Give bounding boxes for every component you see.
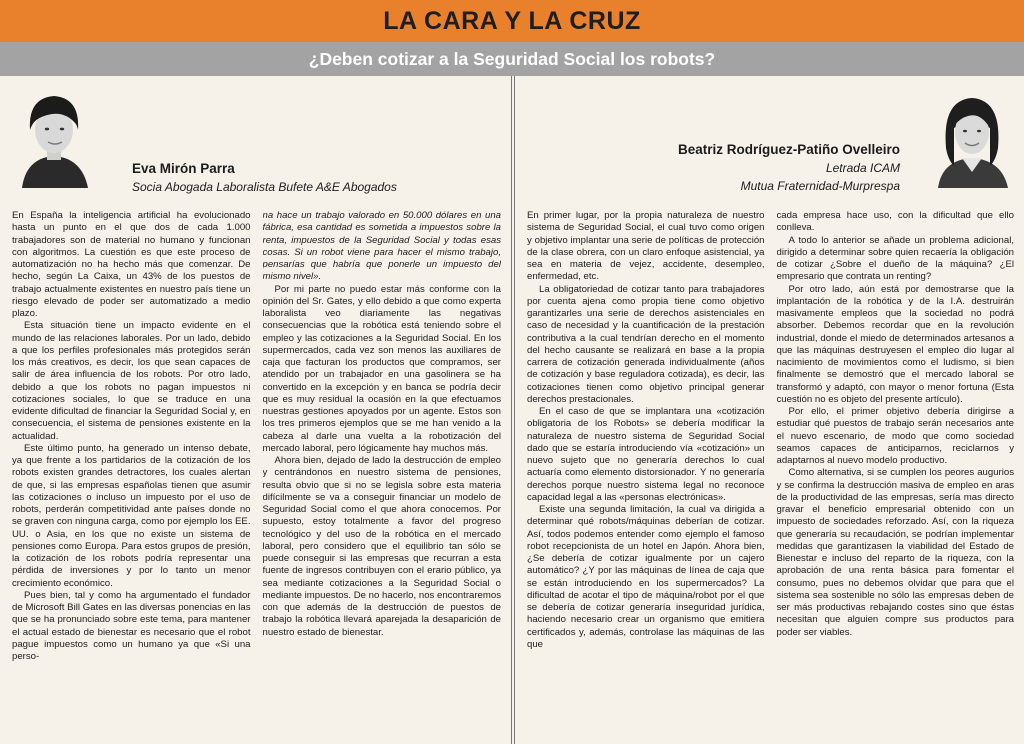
article-columns-left [12,210,501,740]
paragraph: Pues bien, tal y como ha argumentado el fundador de Microsoft Bill Gates en las diversas ponencias en las que se ha pronunciado sobre este tema, para mantener el actual estado de bienestar es necesario que el robot pague impuestos como un humano ya que «Si una perso- [12,589,251,662]
author-role-right-2: Mutua Fraternidad-Murprespa [740,179,900,193]
paragraph: Existe una segunda limitación, la cual va dirigida a determinar qué robots/máquinas deberían de cotizar. Así, todos podemos entender como ejemplo el famoso robot recepcionista de un hotel en Japón. Ahora bien, ¿Se debería de cotizar igualmente por un cajero automático? ¿Y por las máquinas de línea de caja que se están introduciendo en los supermercados? La dificultad de acotar el tipo de máquina/robot por el que se debería de cotizar generaría inseguridad jurídica, haciendo necesario crear un organismo que emitiera certificados y, además, controlase las máquinas de las que [527,504,765,650]
paragraph: Esta situación tiene un impacto evidente en el mundo de las relaciones laborales. Por un lado, debido a que los perfiles profesionales más protegidos serán los más creativos, es decir, los que sean capaces de salir de área influencia de los robots. Por otro lado, debido a que los robots no pagan impuestos ni cotizaciones sociales, lo que se traduce en una evidente dificultad de financiar la Seguridad Social y, en consecuencia, el sistema de pensiones existente en la actualidad. [12,320,251,442]
paragraph: A todo lo anterior se añade un problema adicional, dirigido a determinar sobre quien recaería la obligación de cotizar ¿Sobre el dueño de la máquina? ¿El empresario que contrata un renting? [776,234,1014,283]
paragraph: cada empresa hace uso, con la dificultad que ello conlleva. [776,210,1014,234]
author-photo-right [932,88,1012,188]
question-bar [0,42,1024,76]
left-opinion-panel [0,76,512,744]
paragraph: Por otro lado, aún está por demostrarse que la implantación de la robótica y de la I.A. destruirán masivamente empleos que la sociedad no podrá absorber. Debemos recordar que en la revolución industrial, donde el miedo de determinados artesanos a que las máquinas destruyesen el empleo dio lugar al nacimiento de movimientos como el ludismo, si bien finalmente se demostró que el mercado laboral se transformó y adaptó, con mayor o menor fortuna (Esta cuestión no es objeto del presente artículo). [776,283,1014,405]
paragraph: Por mi parte no puedo estar más conforme con la opinión del Sr. Gates, y ello debido a que como experta laboralista veo diariamente las negativas consecuencias que la robótica está teniendo sobre el empleo y las cotizaciones a la Seguridad Social. En los supermercados, cada vez son menos las auxiliares de caja que facturan los productos que compramos, ser atendido por un trabajador en una gasolinera se ha convertido en la excepción y en banca se podría decir que es muy residual la ocasión en la que efectuamos nuestras gestiones apoyados por un agente. Estos son los tres primeros ejemplos que se me han venido a la cabeza al darle una vuelta a la robotización del mercado laboral, pero lógicamente hay muchos más. [262,283,501,454]
article-column [12,210,251,740]
author-photo-left [14,88,94,188]
right-opinion-panel [514,76,1024,744]
article-column [777,210,1015,740]
author-role-right-1: Letrada ICAM [825,161,900,175]
paragraph: En primer lugar, por la propia naturaleza de nuestro sistema de Seguridad Social, el cual tuvo como origen y objetivo implantar una serie de políticas de protección de la clase obrera, con un claro enfoque asistencial, ya sea en materia de vejez, accidente, desempleo, enfermedad, etc. [527,210,765,283]
article-column [527,210,765,740]
paragraph: En España la inteligencia artificial ha evolucionado hasta un punto en el que dos de cada 1.000 trabajadores son de material no humano y funcionan con algoritmos. La cuestión es que este proceso de automatización no ha hecho más que comenzar. De hecho, según La Caixa, un 43% de los puestos de trabajo actualmente existentes en nuestro país tiene un riesgo elevado de poder ser automatizado a medio plazo. [12,210,251,319]
article-column [263,210,502,740]
quote-paragraph: na hace un trabajo valorado en 50.000 dólares en una fábrica, esa cantidad es sometida a impuestos sobre la renta, impuestos de la Seguridad Social y todas esas cosas. Si un robot viene para hacer el mismo trabajo, pensarías que habría que ponerle un impuesto del mismo nivel». [262,210,501,283]
author-name-right: Beatriz Rodríguez-Patiño Ovelleiro [677,142,900,157]
paragraph: Como alternativa, si se cumplen los peores augurios y se confirma la destrucción masiva de empleo en aras de la productividad de las empresas, sería mas directo gravar el beneficio empresarial obtenido con un impuesto de sociedades reforzado. Así, con la riqueza que generaría su recaudación, se podrían implementar medidas que garantizasen la viabilidad del Estado de Bienestar e incluso del reparto de la riqueza, con la aprobación de una renta básica para fomentar el consumo, pues no debemos olvidar que para que el sistema sea sostenible no sólo las empresas deben de ser más productivas rebajando costes sino que éstas necesitan que alguien compre sus productos para poder ser viables. [776,467,1014,638]
author-block-left [132,160,397,196]
author-block-right [678,141,900,195]
paragraph: En el caso de que se implantara una «cotización obligatoria de los Robots» se debería modificar la naturaleza de nuestro sistema de Seguridad Social dado que se estaría introduciendo vía «cotización» un nuevo sujeto que no generaría derechos lo cual actuaría como elemento distorsionador. Y no generaría derechos porque nuestro sistema legal no reconoce capacidad legal a las «personas electrónicas». [527,406,765,503]
paragraph: Por ello, el primer objetivo debería dirigirse a estudiar qué puestos de trabajo serán necesarios ante el nuevo escenario, de modo que como sociedad seamos capaces de anticiparnos, reciclarnos y adaptarnos al nuevo modelo productivo. [776,406,1014,466]
paragraph: Ahora bien, dejado de lado la destrucción de empleo y centrándonos en nuestro sistema de pensiones, resulta obvio que si no se legisla sobre esta materia difícilmente se va a conseguir financiar un modelo de Seguridad Social como el que ahora conocemos. Por supuesto, estoy totalmente a favor del progreso tecnológico y del uso de la robótica en el mercado laboral, pero considero que el equilibrio tan sólo se puede conseguir si las empresas que recurran a esta fuente de ingresos contribuyen con el erario público, ya sea mediante cotizaciones a la Seguridad Social o mediante impuestos. De no hacerlo, nos encontraremos con que además de la destrucción de puestos de trabajo la robótica llevará aparejada la desaparición de nuestro estado de bienestar. [262,455,501,638]
debate-question: ¿Deben cotizar a la Seguridad Social los robots? [308,48,716,69]
section-banner [0,0,1024,42]
author-name-left: Eva Mirón Parra [132,161,235,176]
paragraph: La obligatoriedad de cotizar tanto para trabajadores por cuenta ajena como propia tiene como objetivo garantizarles una serie de derechos asistenciales en caso de necesidad y la cuantificación de la prestación contributiva a la cual tendrían derecho en el momento del hecho causante se realizará en base a la propia carrera de cotización generada individualmente (años de cotización y base reguladora cotizada), es decir, las cotizaciones tienen como objetivo principal generar derechos prestacionales. [527,283,765,405]
author-role-left: Socia Abogada Laboralista Bufete A&E Abogados [132,180,397,194]
paragraph: Este último punto, ha generado un intenso debate, ya que frente a los partidarios de la cotización de los robots existen grandes detractores, los cuales alertan de que, si las empresas españolas tienen que asumir las cotizaciones o incluso un impuesto por el uso de robots, perderán competitividad ante países donde no se graven con ninguna carga, como por ejemplo los EE. UU. o Asia, en los que no existe un sistema de pensiones como Europa. Para estos grupos de presión, la cotización de los robots podría representar una pérdida de inversiones y por lo tanto un menor crecimiento económico. [12,442,251,589]
article-columns-right [527,210,1014,740]
section-title: LA CARA Y LA CRUZ [383,6,641,35]
